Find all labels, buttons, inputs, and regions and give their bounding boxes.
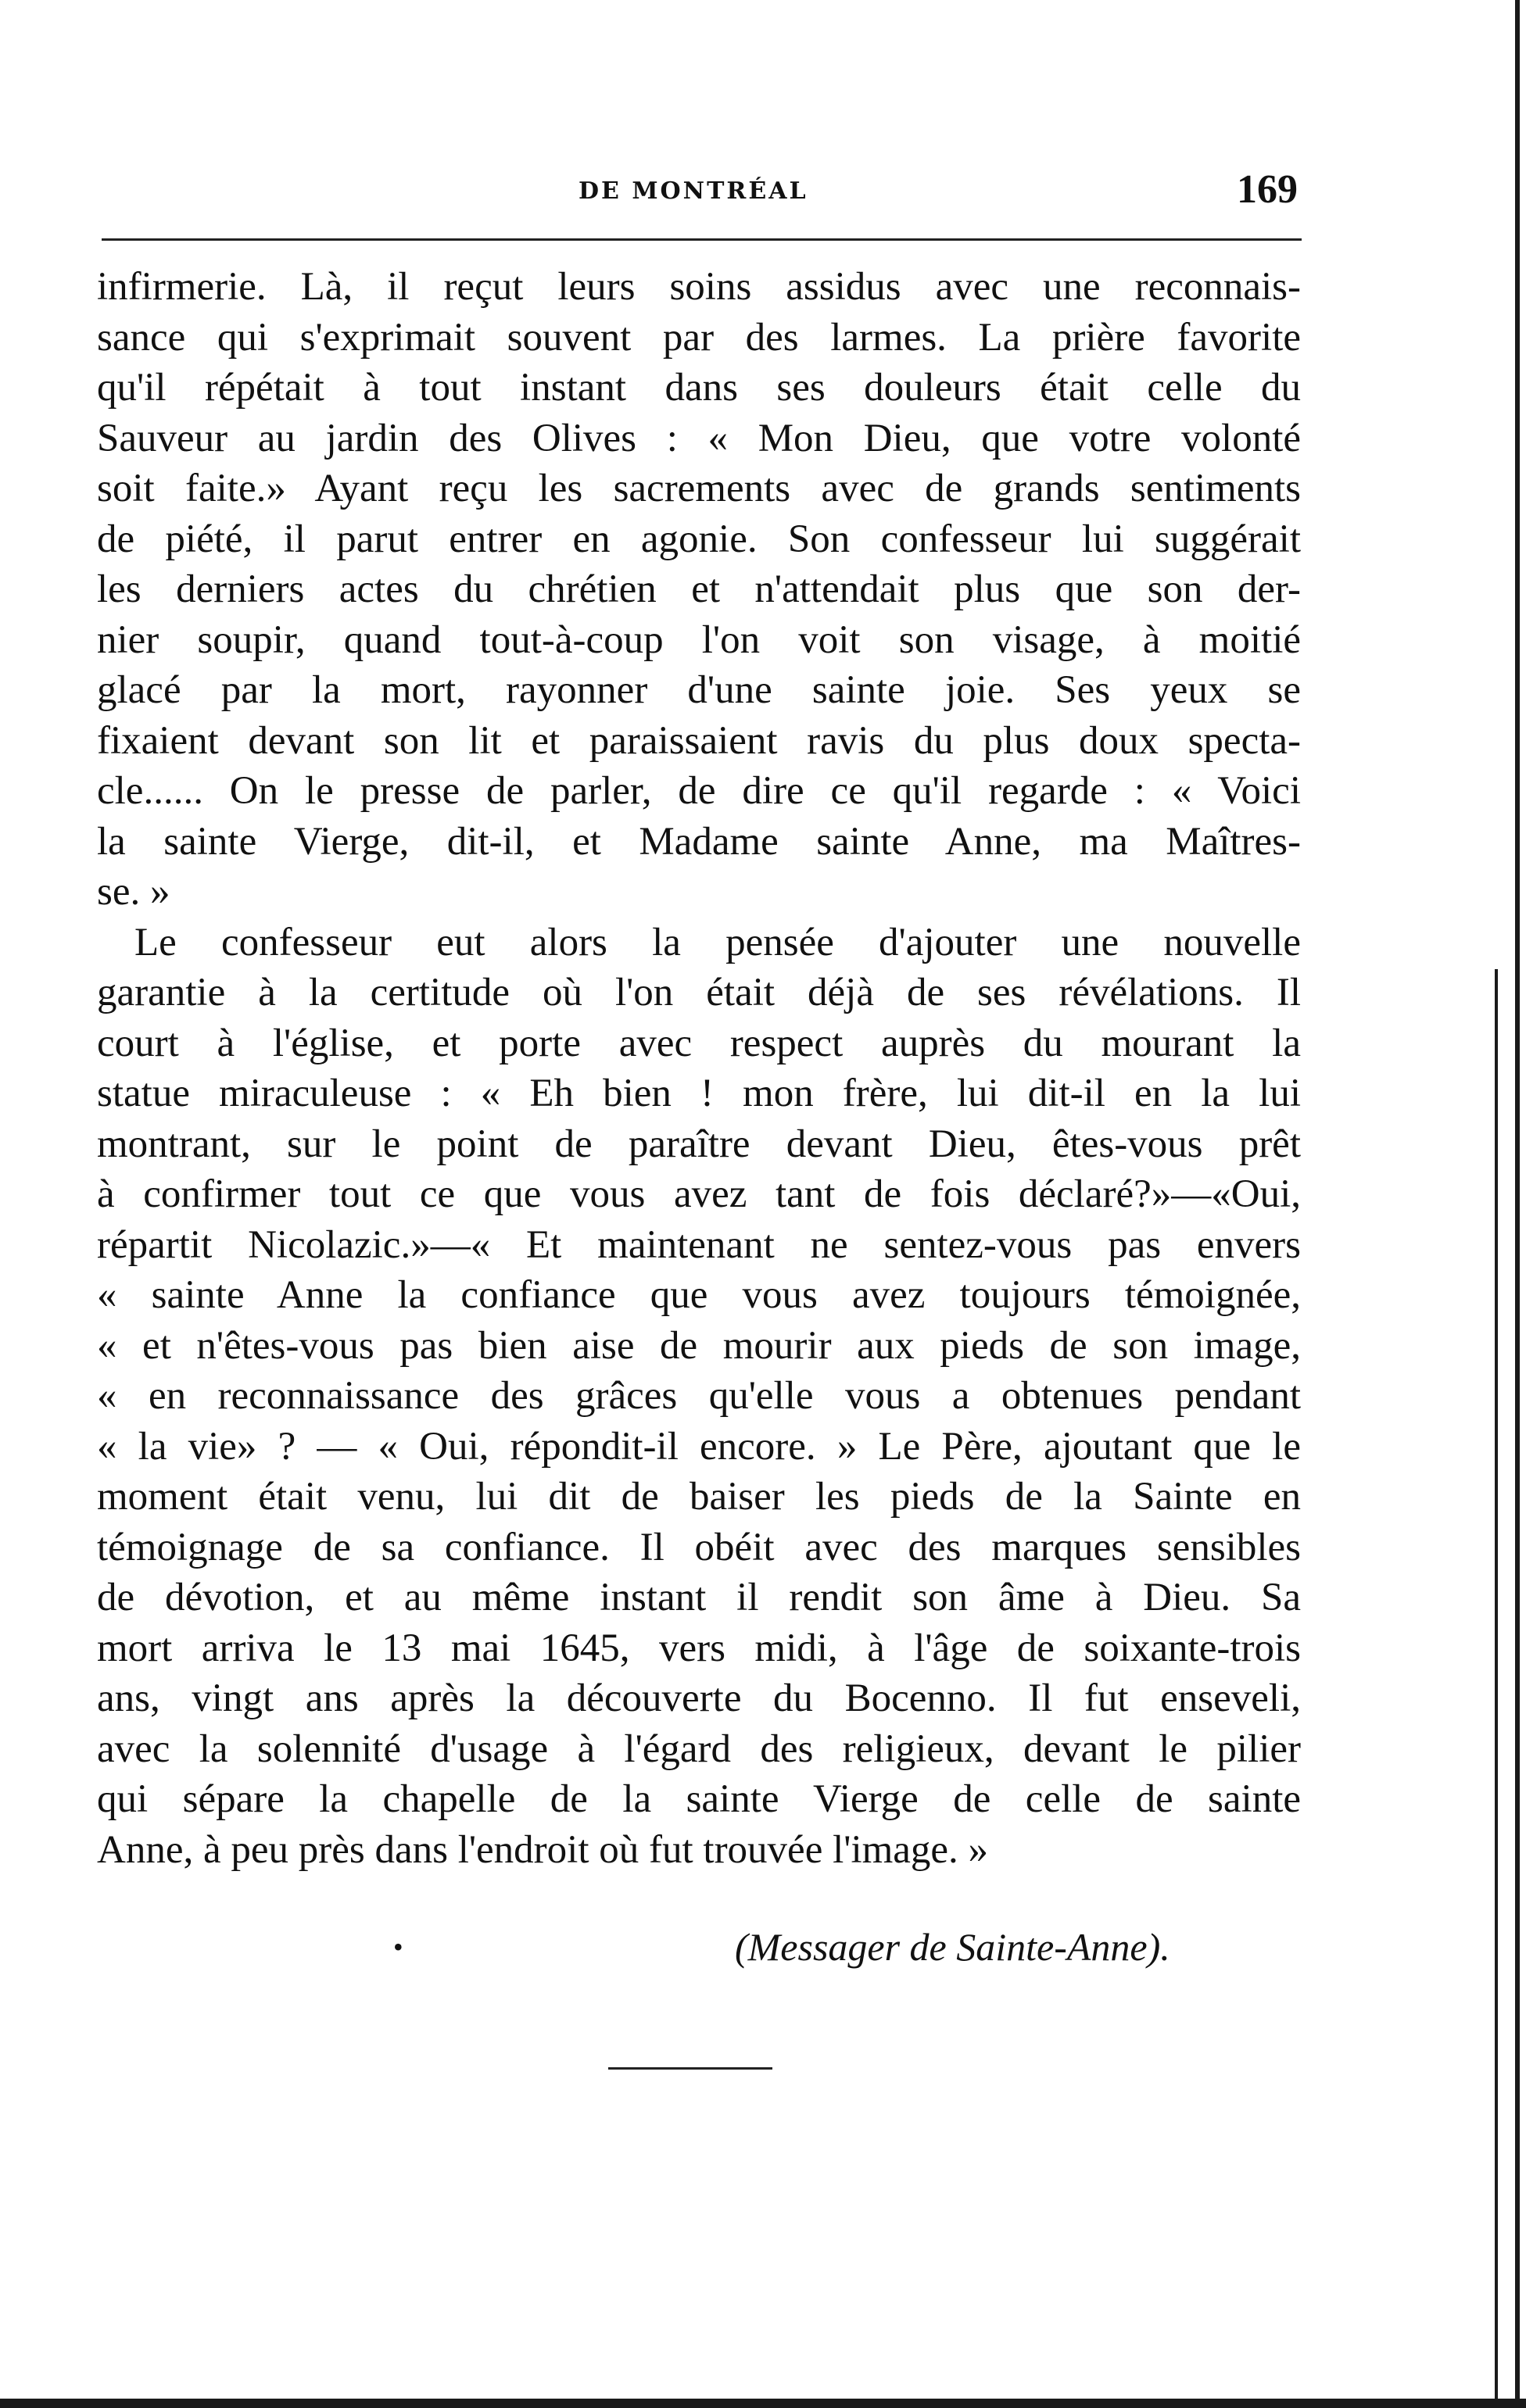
- text-line: « en reconnaissance des grâces qu'elle vous a obtenues pendant: [97, 1374, 1301, 1418]
- text-line: avec la solennité d'usage à l'égard des religieux, devant le pilier: [97, 1726, 1301, 1771]
- text-line: se. »: [97, 870, 170, 914]
- right-edge-bar-inner: [1495, 969, 1498, 2408]
- text-line: garantie à la certitude où l'on était déjà de ses révélations. Il: [97, 971, 1301, 1014]
- text-line: qui sépare la chapelle de la sainte Vierge de celle de sainte: [97, 1777, 1301, 1821]
- text-line: court à l'église, et porte avec respect auprès du mourant la: [97, 1021, 1301, 1065]
- bottom-edge-bar: [0, 2399, 1526, 2408]
- text-line: « et n'êtes-vous pas bien aise de mourir aux pieds de son image,: [97, 1323, 1301, 1368]
- text-line: qu'il répétait à tout instant dans ses douleurs était celle du: [97, 366, 1301, 410]
- text-line: cle...... On le presse de parler, de dire ce qu'il regarde : « Voici: [97, 769, 1301, 813]
- text-line: de dévotion, et au même instant il rendit son âme à Dieu. Sa: [97, 1576, 1301, 1619]
- right-edge-bar: [1515, 0, 1520, 2408]
- text-line: la sainte Vierge, dit-il, et Madame sainte Anne, ma Maîtres-: [97, 819, 1301, 864]
- text-line: les derniers actes du chrétien et n'attendait plus que son der-: [97, 567, 1301, 611]
- text-line: moment était venu, lui dit de baiser les pieds de la Sainte en: [97, 1475, 1301, 1519]
- text-line: Sauveur au jardin des Olives : « Mon Dieu, que votre volonté: [97, 416, 1301, 460]
- text-line: statue miraculeuse : « Eh bien ! mon frère, lui dit-il en la lui: [97, 1072, 1301, 1115]
- text-line: « sainte Anne la confiance que vous avez toujours témoignée,: [97, 1273, 1301, 1317]
- page-number: 169: [1237, 167, 1298, 212]
- end-rule: [608, 2067, 772, 2070]
- running-head: DE MONTRÉAL: [579, 177, 808, 205]
- text-line: montrant, sur le point de paraître devant Dieu, êtes-vous prêt: [97, 1122, 1301, 1166]
- text-line: de piété, il parut entrer en agonie. Son confesseur lui suggérait: [97, 517, 1301, 561]
- page-header: [109, 160, 1306, 215]
- text-line: à confirmer tout ce que vous avez tant de fois déclaré?»—«Oui,: [97, 1172, 1301, 1216]
- text-line: ans, vingt ans après la découverte du Bocenno. Il fut enseveli,: [97, 1676, 1301, 1720]
- source-citation: (Messager de Sainte-Anne).: [735, 1925, 1170, 1969]
- text-line: « la vie» ? — « Oui, répondit-il encore. » Le Père, ajoutant que le: [97, 1424, 1301, 1469]
- body-text: [97, 262, 1301, 1875]
- text-line: nier soupir, quand tout-à-coup l'on voit son visage, à moitié: [97, 617, 1301, 662]
- paragraph-2: [97, 918, 1301, 1876]
- text-line: témoignage de sa confiance. Il obéit avec des marques sensibles: [97, 1525, 1301, 1569]
- text-line: Anne, à peu près dans l'endroit où fut trouvée l'image. »: [97, 1827, 989, 1872]
- text-line: Le confesseur eut alors la pensée d'ajouter une nouvelle: [134, 920, 1301, 964]
- bullet-mark: •: [393, 1931, 403, 1963]
- text-line: mort arriva le 13 mai 1645, vers midi, à l'âge de soixante-trois: [97, 1626, 1301, 1670]
- header-rule: [102, 238, 1302, 241]
- text-line: soit faite.» Ayant reçu les sacrements avec de grands sentiments: [97, 467, 1301, 510]
- text-line: fixaient devant son lit et paraissaient ravis du plus doux specta-: [97, 718, 1301, 763]
- text-line: sance qui s'exprimait souvent par des larmes. La prière favorite: [97, 315, 1301, 360]
- text-line: glacé par la mort, rayonner d'une sainte joie. Ses yeux se: [97, 668, 1301, 712]
- paragraph-1: [97, 262, 1301, 918]
- text-line: répartit Nicolazic.»—« Et maintenant ne sentez-vous pas envers: [97, 1222, 1301, 1267]
- text-line: infirmerie. Là, il reçut leurs soins assidus avec une reconnais-: [97, 265, 1301, 309]
